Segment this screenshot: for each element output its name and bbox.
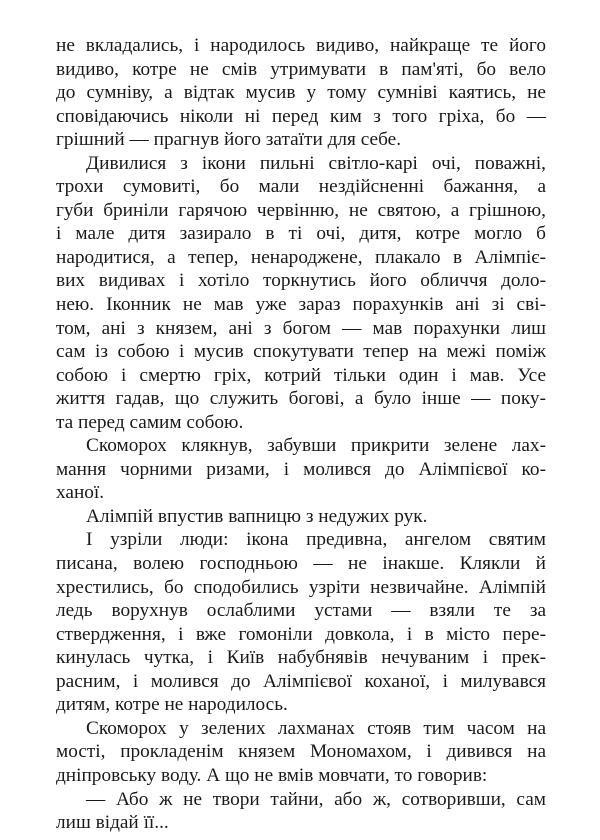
text-line: губи бриніли гарячою червінню, не святою, а грішною, (56, 199, 546, 221)
text-line: кинулась чутка, і Київ набубнявів нечуваним і прек- (56, 647, 546, 669)
text-line: трохи сумовиті, бо мали нездійсненні бажання, а (56, 176, 546, 198)
text-line: — Або ж не твори тайни, або ж, сотворивши, сам (86, 788, 546, 810)
book-page (56, 34, 546, 835)
text-line: дніпровську воду. А що не вмів мовчати, то говорив: (56, 764, 488, 786)
text-line: хрестились, бо сподобились узріти незвичайне. Алімпій (56, 576, 546, 598)
text-line: грішний — прагнув його затаїти для себе. (56, 129, 402, 151)
text-line: Скоморох клякнув, забувши прикрити зелене лах- (86, 435, 546, 457)
text-line: видиво, котре не смів утримувати в пам'яті, бо вело (56, 58, 546, 80)
text-line: до сумніву, а відтак мусив у тому сумніві каятись, не (56, 82, 546, 104)
text-line: собою і смертю гріх, котрий тільки один і мав. Усе (56, 364, 546, 386)
paragraph (56, 152, 546, 435)
text-line: ледь ворухнув ослаблими устами — взяли те за (56, 600, 546, 622)
text-line: мості, прокладенім князем Мономахом, і дивився на (56, 741, 546, 763)
paragraph (56, 788, 546, 835)
text-line: нею. Іконник не мав уже зараз порахунків ані зі сві- (56, 294, 546, 316)
paragraph (56, 34, 546, 152)
text-line: расним, і молився до Алімпієвої коханої, і милувався (56, 670, 546, 692)
paragraph (56, 505, 546, 529)
text-line: том, ані з князем, ані з богом — мав порахунки лиш (56, 317, 546, 339)
text-line: і мале дитя зазирало в ті очі, дитя, котре могло б (56, 223, 546, 245)
text-line: Алімпій впустив вапницю з недужих рук. (86, 505, 428, 527)
text-line: дитям, котре не народилось. (56, 694, 288, 716)
paragraph (56, 434, 546, 505)
text-line: І узріли люди: ікона предивна, ангелом святим (86, 529, 546, 551)
text-line: народитися, а тепер, ненароджене, плакало в Алімпіє- (56, 246, 546, 268)
text-line: писана, волею господньою — не інакше. Клякли й (56, 553, 546, 575)
text-line: не вкладались, і народилось видиво, найкраще те його (56, 35, 546, 56)
text-line: вих видивах і хотіло торкнутись його обличчя доло- (56, 270, 546, 292)
text-line: Скоморох у зелених лахманах стояв тим часом на (86, 717, 546, 739)
text-line: сам із собою і мусив спокутувати тепер на межі поміж (56, 341, 546, 363)
text-line: Дивилися з ікони пильні світло-карі очі, поважні, (86, 152, 546, 174)
text-line: ствердження, і вже гомоніли довкола, і в місто пере- (56, 623, 546, 645)
paragraph (56, 528, 546, 716)
paragraph (56, 717, 546, 788)
text-line: мання чорними ризами, і молився до Алімпієвої ко- (56, 458, 546, 480)
text-line: лиш відай її... (56, 812, 169, 834)
text-line: сповідаючись ніколи ні перед ким з того гріха, бо — (56, 105, 546, 127)
text-line: життя гадав, що служить богові, а було інше — поку- (56, 388, 546, 410)
text-line: ханої. (56, 482, 105, 504)
text-line: та перед самим собою. (56, 411, 244, 433)
